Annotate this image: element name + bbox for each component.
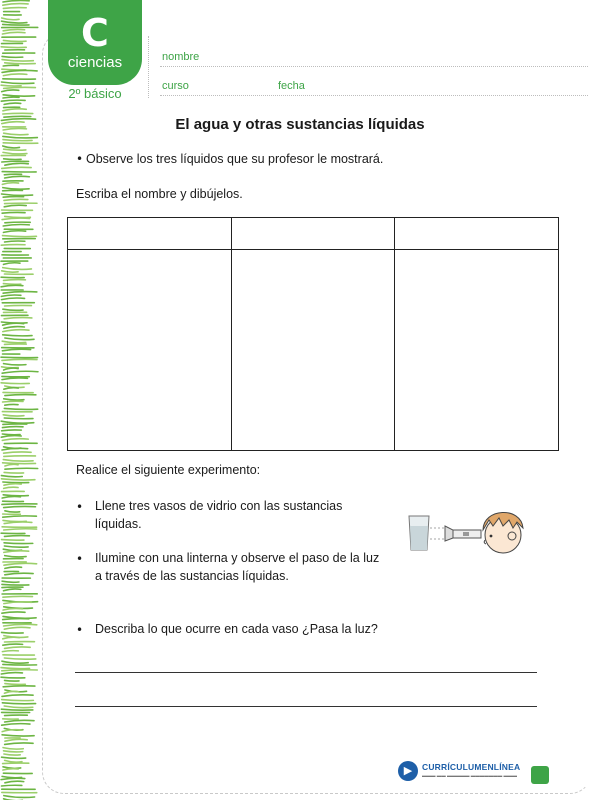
- answer-line-2[interactable]: [75, 706, 537, 707]
- bullet-icon: •: [76, 623, 84, 637]
- grass-stroke: [4, 327, 24, 329]
- grass-stroke: [3, 644, 23, 645]
- grass-stroke: [3, 664, 37, 665]
- grass-stroke: [2, 439, 28, 441]
- grass-stroke: [1, 709, 32, 710]
- grass-stroke: [5, 573, 33, 575]
- grass-stroke: [1, 436, 21, 438]
- drawing-cell-1[interactable]: [68, 250, 232, 451]
- grass-stroke: [3, 686, 35, 687]
- grass-stroke: [5, 556, 26, 557]
- grass-stroke: [5, 464, 18, 466]
- grass-stroke: [1, 100, 25, 101]
- grass-stroke: [4, 388, 18, 389]
- grass-stroke: [4, 318, 32, 319]
- grass-stroke: [2, 612, 25, 613]
- grass-stroke: [5, 404, 18, 405]
- grass-stroke: [1, 245, 25, 246]
- grass-stroke: [3, 95, 34, 96]
- grass-stroke: [5, 468, 38, 469]
- grass-stroke: [2, 371, 38, 373]
- grass-stroke: [2, 349, 30, 351]
- logo-text: CURRÍCULUMENLÍNEA: [422, 762, 521, 772]
- grass-stroke: [2, 378, 27, 380]
- grass-stroke: [3, 516, 37, 517]
- grass-stroke: [4, 751, 23, 752]
- subject-letter: C: [81, 11, 109, 55]
- grass-stroke: [1, 673, 22, 674]
- grass-stroke: [4, 452, 32, 453]
- name-cell-3[interactable]: [395, 218, 559, 250]
- grass-stroke: [3, 0, 29, 2]
- grass-stroke: [2, 757, 26, 758]
- grass-stroke: [1, 479, 34, 480]
- grass-stroke: [3, 8, 26, 9]
- grass-stroke: [2, 434, 20, 435]
- grass-stroke: [3, 4, 28, 6]
- grass-stroke: [4, 522, 32, 524]
- drawing-cell-2[interactable]: [231, 250, 395, 451]
- grass-stroke: [5, 647, 31, 648]
- grass-stroke: [4, 487, 18, 488]
- step-3-question: Describa lo que ocurre en cada vaso ¿Pasa la luz?: [95, 622, 378, 636]
- grass-stroke: [3, 323, 24, 325]
- grass-stroke: [2, 212, 25, 213]
- light-beam-icon: [430, 528, 445, 539]
- instruction-observe: Observe los tres líquidos que su profesor le mostrará.: [86, 152, 384, 166]
- grass-stroke: [3, 224, 29, 226]
- grass-stroke: [5, 720, 34, 722]
- grass-stroke: [2, 271, 18, 272]
- grass-stroke: [4, 484, 21, 485]
- grade-label: 2º básico: [68, 86, 122, 101]
- grass-stroke: [5, 684, 25, 685]
- grass-stroke: [1, 295, 21, 296]
- grass-stroke: [4, 472, 23, 473]
- grass-stroke: [4, 174, 21, 175]
- header-divider: [148, 36, 149, 98]
- grass-stroke: [4, 602, 32, 604]
- grass-stroke: [4, 199, 28, 200]
- grass-stroke: [2, 695, 33, 697]
- grass-stroke: [2, 632, 24, 633]
- grass-stroke: [1, 21, 26, 23]
- grass-stroke: [3, 113, 33, 114]
- grass-stroke: [4, 399, 24, 400]
- grass-stroke: [3, 589, 20, 591]
- grass-stroke: [4, 796, 35, 798]
- grass-stroke: [4, 87, 36, 88]
- grass-stroke: [4, 658, 35, 659]
- name-cell-2[interactable]: [231, 218, 395, 250]
- grass-stroke: [2, 448, 28, 450]
- grass-stroke: [1, 677, 25, 678]
- bullet-icon: •: [76, 500, 84, 514]
- subject-badge: [48, 0, 142, 85]
- grass-stroke: [4, 627, 30, 629]
- grass-stroke: [3, 24, 29, 25]
- grass-stroke: [2, 540, 24, 541]
- grass-stroke: [4, 624, 37, 626]
- grass-stroke: [5, 567, 22, 569]
- grass-stroke: [4, 456, 36, 457]
- grass-stroke: [2, 161, 29, 162]
- grass-stroke: [5, 743, 33, 744]
- grass-stroke: [2, 194, 33, 195]
- grass-stroke: [5, 305, 32, 306]
- grass-stroke: [3, 136, 38, 138]
- grass-stroke: [4, 506, 36, 507]
- grass-stroke: [2, 651, 18, 652]
- grass-stroke: [3, 263, 20, 265]
- grass-stroke: [3, 637, 20, 639]
- grass-stroke: [4, 563, 37, 565]
- grass-stroke: [4, 408, 37, 409]
- grass-stroke: [1, 778, 25, 779]
- worksheet-title: El agua y otras sustancias líquidas: [175, 116, 425, 133]
- name-field[interactable]: [160, 66, 588, 67]
- flashlight-icon: [445, 526, 481, 541]
- grass-stroke: [3, 748, 23, 750]
- grass-stroke: [2, 504, 37, 505]
- grass-stroke: [4, 364, 26, 365]
- grass-stroke: [2, 581, 19, 582]
- grass-stroke: [4, 133, 28, 135]
- grass-stroke: [3, 146, 20, 148]
- corner-square-decoration: [531, 766, 549, 784]
- grass-stroke: [3, 140, 32, 141]
- grass-stroke: [2, 90, 19, 92]
- grass-stroke: [5, 739, 27, 741]
- grass-stroke: [3, 482, 29, 483]
- date-label: fecha: [278, 80, 305, 92]
- step-2-line-2: a través de las sustancias líquidas.: [95, 569, 289, 583]
- grass-stroke: [5, 241, 25, 242]
- grass-stroke: [3, 236, 37, 237]
- grass-stroke: [3, 29, 24, 30]
- step-2-line-1: Ilumine con una linterna y observe el paso de la luz: [95, 551, 380, 565]
- grass-stroke: [4, 368, 19, 370]
- grass-stroke: [1, 668, 30, 669]
- grass-stroke: [4, 418, 33, 419]
- grass-stroke: [5, 715, 28, 716]
- step-1-line-2: líquidas.: [95, 517, 142, 531]
- course-label: curso: [162, 80, 189, 92]
- grass-stroke: [3, 608, 22, 610]
- bullet-icon: •: [76, 552, 84, 566]
- glass-icon: [409, 516, 429, 550]
- grass-stroke: [5, 511, 20, 512]
- grass-stroke: [2, 183, 18, 185]
- grass-stroke: [2, 70, 37, 72]
- grass-stroke: [3, 596, 33, 597]
- curriculum-logo: [398, 760, 521, 786]
- grass-stroke: [3, 268, 32, 270]
- grass-stroke: [4, 546, 28, 547]
- grass-stroke: [5, 63, 36, 64]
- grass-stroke: [1, 476, 22, 477]
- grass-stroke: [2, 167, 31, 168]
- grass-stroke: [2, 341, 26, 343]
- step-1-line-1: Llene tres vasos de vidrio con las sustancias: [95, 499, 343, 513]
- grass-stroke: [5, 222, 30, 223]
- grass-stroke: [2, 700, 34, 701]
- grass-stroke: [3, 188, 29, 190]
- grass-stroke: [2, 60, 33, 61]
- bullet-icon: •: [76, 152, 84, 166]
- grass-stroke: [3, 330, 29, 332]
- grass-stroke: [4, 754, 20, 755]
- child-face-icon: [483, 512, 523, 553]
- grass-stroke: [2, 82, 34, 84]
- instruction-draw: Escriba el nombre y dibújelos.: [76, 187, 243, 201]
- grass-stroke: [2, 218, 30, 219]
- grass-stroke: [2, 670, 38, 671]
- grass-stroke: [3, 74, 26, 76]
- grass-stroke: [2, 32, 25, 34]
- grass-stroke: [3, 152, 27, 154]
- grass-stroke: [2, 359, 37, 360]
- grass-stroke: [1, 47, 26, 48]
- grass-stroke: [5, 680, 19, 681]
- play-arrow-icon: ▶: [398, 761, 418, 781]
- course-date-field[interactable]: [160, 95, 588, 96]
- grass-stroke: [5, 176, 30, 178]
- answer-line-1[interactable]: [75, 672, 537, 673]
- grass-stroke: [3, 460, 33, 462]
- grass-stroke: [3, 415, 24, 416]
- grass-stroke: [4, 159, 21, 160]
- grass-stroke: [4, 149, 26, 150]
- grass-stroke: [5, 760, 22, 762]
- drawing-table: [67, 217, 559, 451]
- grass-stroke: [2, 724, 30, 726]
- logo-subtext-decoration: ▬▬▬ ▬▬ ▬▬▬▬▬ ▬▬▬▬▬▬▬ ▬▬▬: [422, 773, 518, 778]
- grass-stroke: [1, 285, 23, 287]
- grass-stroke: [3, 97, 19, 98]
- grass-stroke: [2, 430, 22, 431]
- name-label: nombre: [162, 51, 200, 63]
- grass-stroke: [2, 587, 23, 588]
- grass-stroke: [4, 103, 21, 104]
- experiment-illustration: [405, 502, 527, 572]
- grass-stroke: [3, 309, 23, 310]
- grass-stroke: [3, 463, 36, 464]
- grass-stroke: [5, 781, 24, 783]
- subject-name: ciencias: [67, 54, 123, 71]
- grass-stroke: [4, 529, 37, 530]
- grass-stroke: [3, 401, 23, 402]
- grass-stroke: [1, 298, 24, 300]
- grass-stroke: [3, 65, 18, 66]
- grass-stroke: [2, 661, 28, 663]
- grass-stroke: [4, 706, 33, 708]
- grass-stroke: [2, 427, 23, 428]
- grass-stroke: [5, 395, 36, 396]
- grass-stroke: [2, 703, 35, 704]
- grass-stroke: [2, 56, 23, 57]
- grass-stroke: [4, 543, 33, 544]
- grass-stroke: [3, 335, 32, 336]
- drawing-cell-3[interactable]: [395, 250, 559, 451]
- grass-stroke: [5, 163, 28, 165]
- grass-stroke: [3, 619, 29, 620]
- grass-stroke: [4, 551, 29, 553]
- name-cell-1[interactable]: [68, 218, 232, 250]
- grass-stroke: [4, 536, 29, 537]
- grass-stroke: [3, 284, 20, 285]
- grass-stroke: [3, 143, 38, 144]
- grass-stroke: [1, 421, 34, 423]
- grass-stroke: [5, 338, 34, 340]
- grass-stroke: [2, 18, 19, 20]
- grass-stroke: [3, 769, 18, 770]
- grass-stroke: [3, 231, 25, 233]
- grass-stroke: [3, 292, 37, 294]
- grass-stroke: [2, 735, 34, 736]
- grass-stroke: [3, 40, 26, 41]
- grass-stroke: [2, 527, 37, 528]
- grass-stroke: [3, 109, 26, 111]
- grass-stroke: [1, 785, 21, 786]
- grass-stroke: [1, 85, 21, 86]
- grass-stroke: [3, 763, 29, 764]
- grass-stroke: [4, 691, 18, 693]
- grass-stroke: [4, 280, 26, 281]
- grass-stroke: [1, 383, 29, 384]
- grass-stroke: [4, 205, 26, 207]
- grass-stroke: [2, 496, 20, 498]
- experiment-heading: Realice el siguiente experimento:: [76, 463, 261, 477]
- grass-stroke: [2, 584, 29, 585]
- grass-stroke: [3, 197, 23, 198]
